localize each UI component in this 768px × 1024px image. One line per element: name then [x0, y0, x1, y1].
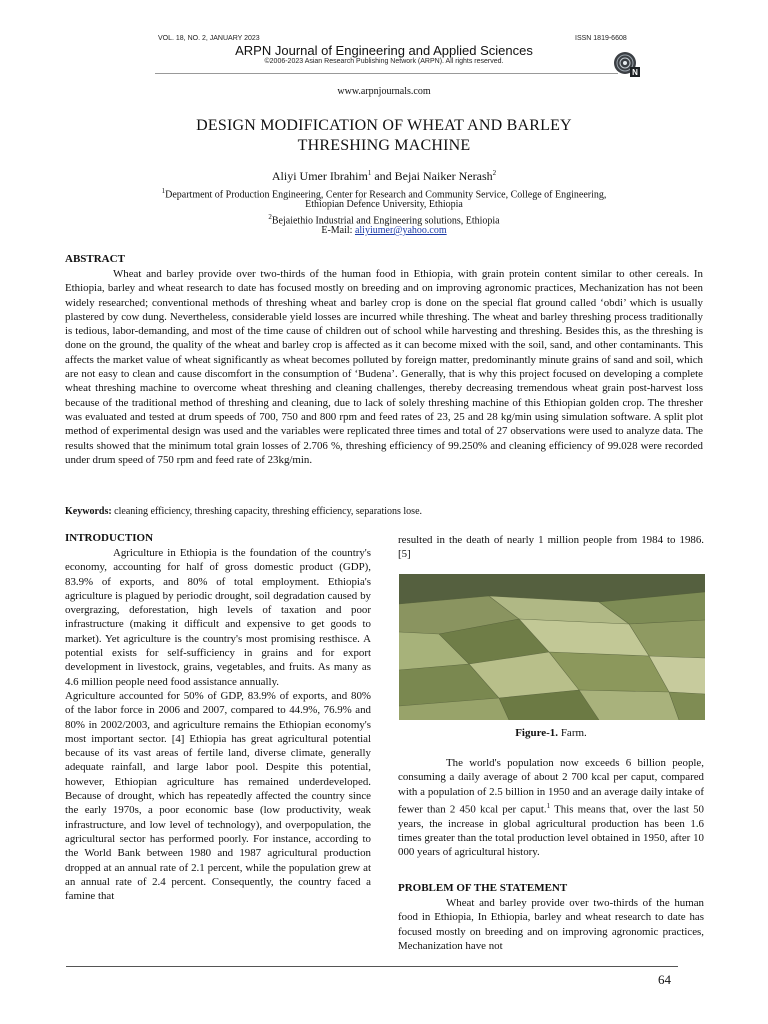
figure-caption: [398, 727, 704, 739]
arpn-logo-icon: [613, 50, 641, 78]
population-text-a: The world's population now exceeds 6 billion people, consuming a daily average of about 2 700 kcal per caput, compared with a population of 2.5 billion in 1950 and an average daily intake of fewer than 2 450 kcal per caput.: [398, 757, 704, 816]
journal-title: ARPN Journal of Engineering and Applied Sciences: [235, 43, 533, 58]
copyright: ©2006-2023 Asian Research Publishing Network (ARPN). All rights reserved.: [264, 58, 504, 65]
keywords: [65, 506, 705, 517]
problem-statement-heading: PROBLEM OF THE STATEMENT: [398, 882, 568, 894]
keywords-label: Keywords:: [65, 506, 112, 517]
farm-figure-image: [399, 574, 705, 720]
problem-statement-body: [398, 896, 704, 953]
author-list: [0, 169, 768, 184]
abstract-body: Wheat and barley provide over two-thirds of the human food in Ethiopia, with grain protein content similar to other cereals. In Ethiopia, barley and wheat research to date has focused mostly on breeding and on improving agronomic practices, Mechanization has not been widely researched; conventional methods of threshing wheat and barley crop is done on the special flat ground called ‘obdi’ which is usually plastered by cow dung. Nevertheless, considerable yield losses are incurred while threshing. The wheat and barley threshing process traditionally is tedious, labor-demanding, and most of the time cause of children out of school while harvesting and threshing. Besides this, as the threshing is done on the ground, the quality of the wheat and barley crop is affected as it can become mixed with the soil, sand, and other contaminants. This affects the market value of wheat significantly as wheat becomes polluted by foreign matter, predominantly minute grains of sand and soil, which are not easy to clean and cause discomfort in the consumption of ‘Budena’. Generally, that is why this project focused on developing a complete wheat threshing machine to overcome wheat threshing and cleaning challenges, thereby decreasing tremendous wheat grain post-harvest loss because of the traditional method of threshing and cleaning, due to lack of solely threshing machine of this Ethiopian golden crop. The thresher was evaluated and tested at drum speeds of 700, 750 and 800 rpm and feed rates of 23, 25 and 28 kg/min using simulation software. A split plot method of experimental design was used and the variables were replicated three times and total of 27 observations were used to analyze data. The results showed that the minimum total grain losses of 2.706 %, threshing efficiency of 99.250% and cleaning efficiency of 99.028 were recorded under drum speed of 750 rpm and feed rate of 23kg/min.: [65, 268, 703, 466]
problem-statement-text: Wheat and barley provide over two-thirds of the human food in Ethiopia, In Ethiopia, barley and wheat research to date has focused mostly on breeding and on improving agronomic practices, Mechanization have not: [398, 897, 704, 952]
journal-website[interactable]: www.arpnjournals.com: [337, 86, 431, 97]
population-text-b: This means that, over the last 50 years, the increase in global agricultural production has been 1.6 times greater than the total production level obtained in 1950, after 10 000 years of agricultural history.: [398, 803, 704, 859]
author-1-sup: 1: [367, 169, 372, 177]
email-line: [0, 224, 768, 238]
paper-title: [0, 116, 768, 156]
header-divider: [155, 73, 618, 74]
author-2: and Bejai Naiker Nerash: [371, 169, 493, 183]
introduction-heading: INTRODUCTION: [65, 532, 154, 544]
abstract-heading: ABSTRACT: [65, 253, 125, 265]
population-sup: 1: [546, 801, 551, 810]
affil-1-sup: 1: [161, 187, 166, 195]
affil-2-sup: 2: [268, 213, 272, 221]
title-line-1: DESIGN MODIFICATION OF WHEAT AND BARLEY: [196, 117, 572, 134]
affil-2-text: Bejaiethio Industrial and Engineering solutions, Ethiopia: [271, 215, 500, 227]
figure-caption-text: Farm.: [558, 727, 587, 739]
author-1: Aliyi Umer Ibrahim: [271, 169, 368, 183]
title-line-2: THRESHING MACHINE: [297, 137, 471, 154]
footer-divider: [66, 966, 678, 967]
logo-letter: N: [632, 68, 638, 77]
email-label: E-Mail:: [321, 225, 355, 236]
population-paragraph: [398, 756, 704, 860]
email-link[interactable]: aliyiumer@yahoo.com: [354, 225, 447, 236]
volume-info: VOL. 18, NO. 2, JANUARY 2023: [158, 35, 260, 42]
affil-1-text: Department of Production Engineering, Center for Research and Community Service, College of Engineering,: [165, 189, 607, 201]
left-column: [65, 546, 371, 903]
keywords-text: cleaning efficiency, threshing capacity, threshing efficiency, separations lose.: [111, 506, 423, 517]
affiliation-1-line-2: Ethiopian Defence University, Ethiopia: [305, 199, 463, 210]
intro-continued: resulted in the death of nearly 1 million people from 1984 to 1986. [5]: [398, 534, 704, 561]
issn: ISSN 1819-6608: [575, 35, 627, 42]
page-number: 64: [658, 972, 671, 987]
intro-paragraph-1: Agriculture in Ethiopia is the foundation of the country's economy, accounting for half of gross domestic product (GDP), 83.9% of exports, and 80% of total employment. Ethiopia's agriculture is plagued by periodic drought, soil degradation caused by overgrazing, deforestation, high levels of taxation and poor infrastructure (making it difficult and expensive to get goods to market). Yet agriculture is the country's most promising resthisce. A potential exists for self-sufficiency in grains and for export development in livestock, grains, vegetables, and fruits. As many as 4.6 million people need food assistance annually.: [65, 547, 371, 688]
intro-paragraph-2: Agriculture accounted for 50% of GDP, 83.9% of exports, and 80% of the labor force in 2006 and 2007, compared to 44.9%, 76.9% and 80% in 2002/2003, and agriculture remains the Ethiopian economy's most important sector. [4] Ethiopia has great agricultural potential because of its vast areas of fertile land, diverse climate, generally adequate rainfall, and large labor pool. Despite this potential, however, Ethiopian agriculture has remained underdeveloped. Because of drought, which has repeatedly affected the country since the early 1970s, a poor economic base (low productivity, weak infrastructure, and low level of technology), and overpopulation, the agricultural sector has performed poorly. For instance, according to the World Bank between 1980 and 1987 agricultural production dropped at an annual rate of 2.1 percent, while the population grew at an annual rate of 2.4 percent. Consequently, the country faced a famine that: [65, 689, 371, 903]
author-2-sup: 2: [492, 169, 497, 177]
figure-caption-label: Figure-1.: [515, 727, 559, 739]
